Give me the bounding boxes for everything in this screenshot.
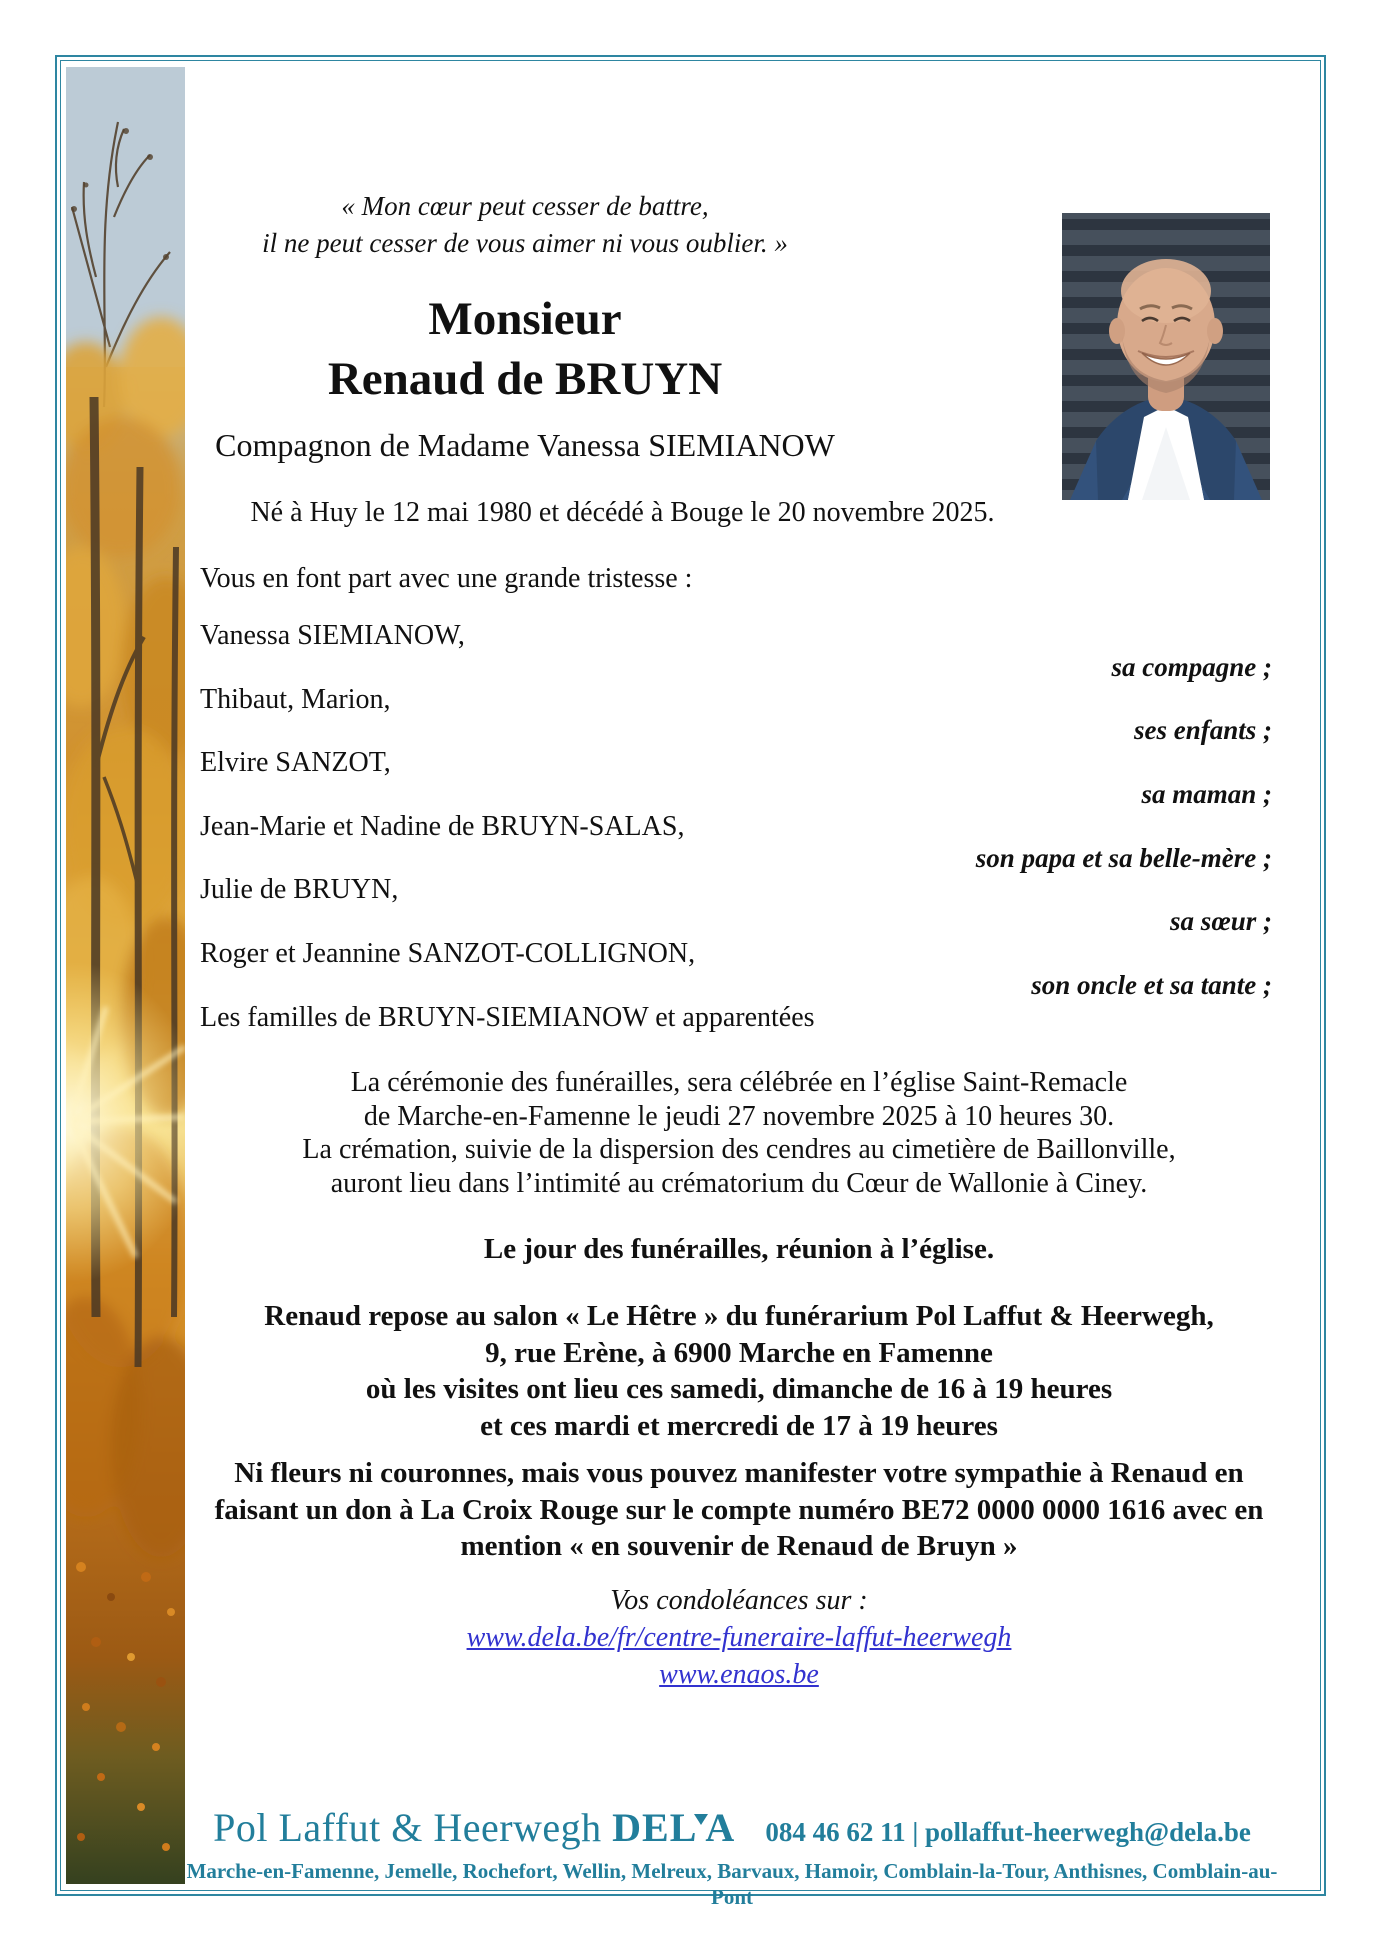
ceremony-line: La cérémonie des funérailles, sera célébrée en l’église Saint-Remacle — [350, 1067, 1128, 1098]
condolences-link-dela[interactable]: www.dela.be/fr/centre-funeraire-laffut-heerwegh — [466, 1622, 1012, 1653]
family-member: Elvire SANZOT, — [200, 747, 391, 779]
family-member: Thibaut, Marion, — [200, 683, 391, 715]
deceased-title: Monsieur — [428, 293, 622, 345]
donation-line: mention « en souvenir de Renaud de Bruyn » — [460, 1530, 1018, 1562]
birth-death-line: Né à Huy le 12 mai 1980 et décédé à Bouge le 20 novembre 2025. — [250, 497, 995, 528]
dela-triangle-icon — [694, 1814, 708, 1825]
donation-line: faisant un don à La Croix Rouge sur le compte numéro BE72 0000 0000 1616 avec en — [214, 1493, 1264, 1526]
memorial-quote — [200, 188, 850, 262]
portrait-photo — [1062, 213, 1270, 500]
ceremony-line: de Marche-en-Famenne le jeudi 27 novembre 2025 à 10 heures 30. — [363, 1100, 1115, 1132]
donation-note — [170, 1455, 1308, 1565]
repose-line: où les visites ont lieu ces samedi, dimanche de 16 à 19 heures — [365, 1373, 1113, 1405]
donation-line: Ni fleurs ni couronnes, mais vous pouvez manifester votre sympathie à Renaud en — [234, 1457, 1244, 1489]
funeral-home-footer — [186, 1804, 1278, 1851]
repose-line: Renaud repose au salon « Le Hêtre » du funérarium Pol Laffut & Heerwegh, — [264, 1300, 1214, 1332]
announcement-intro: Vous en font part avec une grande tristesse : — [200, 563, 693, 594]
reunion-note: Le jour des funérailles, réunion à l’église. — [483, 1233, 995, 1265]
family-member: Jean-Marie et Nadine de BRUYN-SALAS, — [200, 810, 685, 842]
repose-details — [200, 1298, 1278, 1444]
brand-name: Pol Laffut & Heerwegh — [213, 1805, 602, 1850]
repose-line: et ces mardi et mercredi de 17 à 19 heures — [480, 1409, 998, 1442]
deceased-subtitle: Compagnon de Madame Vanessa SIEMIANOW — [215, 427, 835, 463]
funeral-home-brand — [213, 1804, 735, 1851]
quote-line-2: il ne peut cesser de vous aimer ni vous oublier. » — [262, 228, 788, 258]
deceased-name: Renaud de BRUYN — [327, 353, 723, 405]
dela-logo: DEL A — [612, 1805, 736, 1850]
family-member: Roger et Jeannine SANZOT-COLLIGNON, — [200, 937, 696, 969]
family-relation: sa sœur ; — [1169, 906, 1272, 937]
quote-line-1: « Mon cœur peut cesser de battre, — [341, 191, 709, 221]
footer-locations: Marche-en-Famenne, Jemelle, Rochefort, Wellin, Melreux, Barvaux, Hamoir, Comblain-la-Tour, Anthisnes, Comblain-au-Pont — [186, 1859, 1278, 1909]
condolences-link-enaos[interactable]: www.enaos.be — [659, 1658, 819, 1690]
footer-contact: 084 46 62 11 | pollaffut-heerwegh@dela.be — [765, 1817, 1251, 1847]
ceremony-details — [200, 1066, 1278, 1200]
repose-line: 9, rue Erène, à 6900 Marche en Famenne — [485, 1336, 993, 1369]
autumn-forest-photo-strip — [66, 67, 185, 1884]
condolences-links — [200, 1620, 1278, 1693]
family-relation: son papa et sa belle-mère ; — [975, 842, 1272, 873]
family-relation: sa compagne ; — [1111, 651, 1272, 682]
family-member: Vanessa SIEMIANOW, — [200, 620, 465, 651]
ceremony-line: La crémation, suivie de la dispersion des cendres au cimetière de Baillonville, — [302, 1134, 1176, 1165]
family-list — [200, 620, 1272, 1033]
family-member: Julie de BRUYN, — [200, 874, 399, 906]
family-relation: ses enfants ; — [1133, 715, 1272, 746]
condolences-label: Vos condoléances sur : — [610, 1585, 868, 1616]
ceremony-line: auront lieu dans l’intimité au crématorium du Cœur de Wallonie à Ciney. — [330, 1167, 1148, 1199]
family-relation: son oncle et sa tante ; — [1031, 969, 1272, 1000]
family-member: Les familles de BRUYN-SIEMIANOW et apparentées — [200, 1001, 815, 1033]
family-relation: sa maman ; — [1141, 778, 1272, 809]
